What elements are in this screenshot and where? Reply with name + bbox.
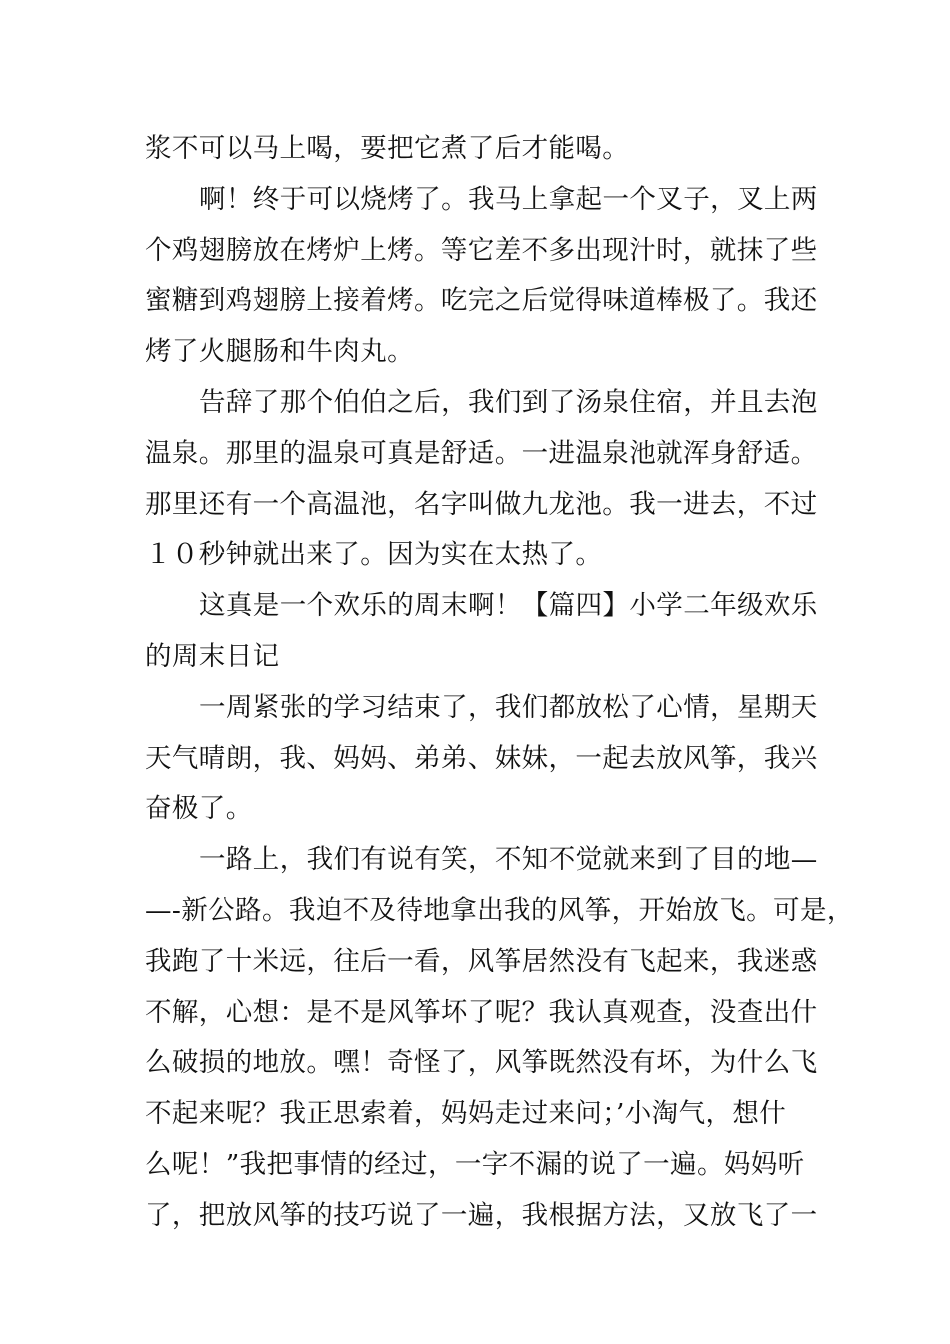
text-line: 么呢！”我把事情的经过，一字不漏的说了一遍。妈妈听	[145, 1148, 805, 1180]
text-line: 的周末日记	[145, 640, 280, 672]
text-line: 烤了火腿肠和牛肉丸。	[145, 336, 414, 368]
document-body	[145, 124, 854, 1242]
text-line: 不起来呢？我正思索着，妈妈走过来问；’小淘气，想什	[145, 1098, 787, 1130]
text-line: —-新公路。我迫不及待地拿出我的风筝，开始放飞。可是，	[145, 894, 854, 926]
text-line: 奋极了。	[145, 793, 253, 825]
text-line: 个鸡翅膀放在烤炉上烤。等它差不多出现汁时，就抹了些	[145, 234, 818, 266]
paragraph-start-line: 啊！终于可以烧烤了。我马上拿起一个叉子，叉上两	[199, 183, 818, 215]
text-line: 天气晴朗，我、妈妈、弟弟、妹妹，一起去放风筝，我兴	[145, 742, 818, 774]
text-line: 我跑了十米远，往后一看，风筝居然没有飞起来，我迷惑	[145, 945, 818, 977]
text-line: 蜜糖到鸡翅膀上接着烤。吃完之后觉得味道棒极了。我还	[145, 285, 818, 317]
paragraph-start-line: 一周紧张的学习结束了，我们都放松了心情，星期天	[199, 691, 818, 723]
text-line: 不解，心想：是不是风筝坏了呢？我认真观查，没查出什	[145, 996, 818, 1028]
paragraph-start-line: 一路上，我们有说有笑，不知不觉就来到了目的地—	[199, 844, 818, 876]
text-line: 温泉。那里的温泉可真是舒适。一进温泉池就浑身舒适。	[145, 437, 818, 469]
paragraph-start-line: 这真是一个欢乐的周末啊！【篇四】小学二年级欢乐	[199, 590, 818, 622]
text-line: 了，把放风筝的技巧说了一遍，我根据方法，又放飞了一	[145, 1199, 818, 1231]
text-line: 浆不可以马上喝，要把它煮了后才能喝。	[145, 133, 630, 164]
paragraph-start-line: 告辞了那个伯伯之后，我们到了汤泉住宿，并且去泡	[199, 386, 818, 418]
text-line: １０秒钟就出来了。因为实在太热了。	[145, 539, 603, 571]
text-line: 那里还有一个高温池，名字叫做九龙池。我一进去，不过	[145, 488, 818, 520]
text-line: 么破损的地放。嘿！奇怪了，风筝既然没有坏，为什么飞	[145, 1047, 818, 1079]
